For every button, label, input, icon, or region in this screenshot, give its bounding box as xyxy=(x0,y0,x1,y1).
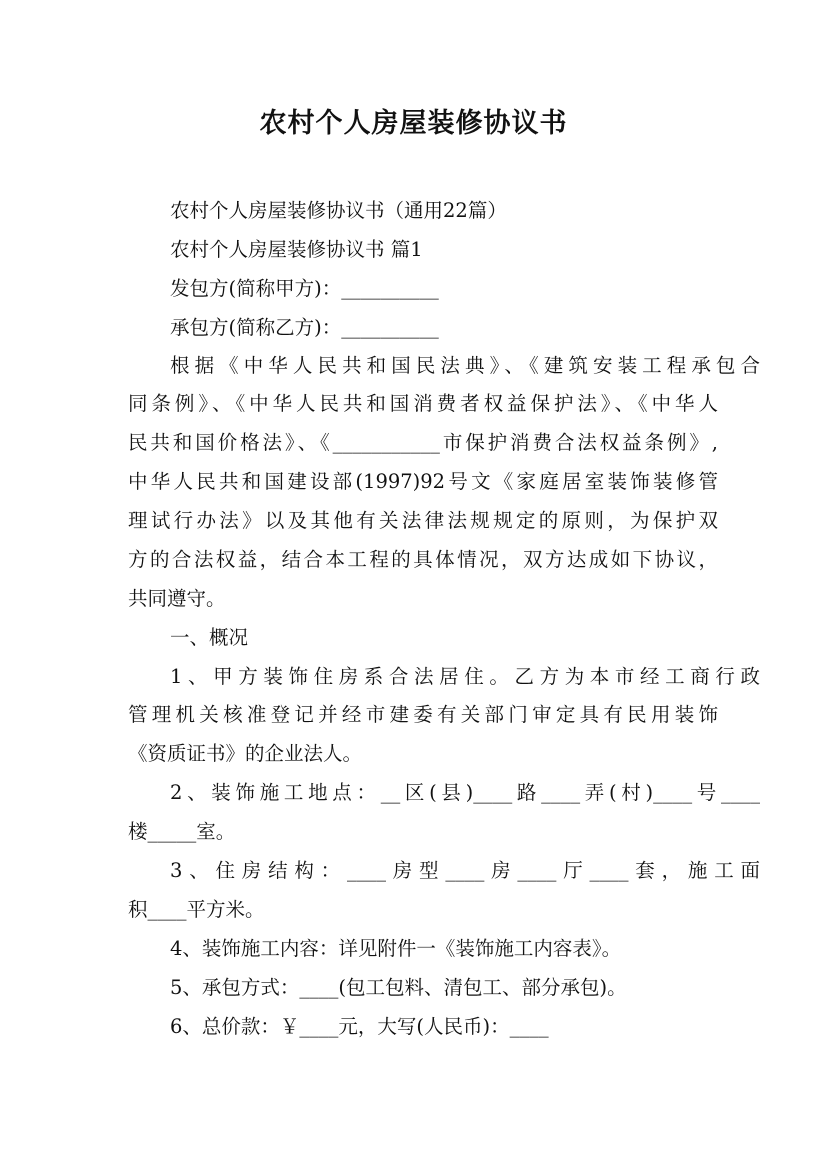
paragraph-line: 根据《中华人民共和国民法典》、《建筑安装工程承包合 xyxy=(170,354,760,377)
section-heading: 一、概况 xyxy=(170,626,249,649)
clause-line: 1、甲方装饰住房系合法居住。乙方为本市经工商行政 xyxy=(170,665,760,688)
clause-line: 3、住房结构：____房型____房____厅____套，施工面 xyxy=(170,859,760,882)
clause-line: 楼_____室。 xyxy=(128,820,236,843)
subtitle-line: 农村个人房屋装修协议书（通用22篇） xyxy=(170,199,507,222)
clause-line: 6、总价款：￥____元，大写(人民币)：____ xyxy=(170,1015,549,1038)
clause-line: 积____平方米。 xyxy=(128,898,265,921)
paragraph-line: 方的合法权益，结合本工程的具体情况，双方达成如下协议， xyxy=(128,548,718,571)
clause-line: 管理机关核准登记并经市建委有关部门审定具有民用装饰 xyxy=(128,703,718,726)
paragraph-line: 同条例》、《中华人民共和国消费者权益保护法》、《中华人 xyxy=(128,392,718,415)
clause-line: 2、装饰施工地点：__区(县)____路____弄(村)____号____ xyxy=(170,781,760,804)
clause-line: 5、承包方式：____(包工包料、清包工、部分承包)。 xyxy=(170,976,627,999)
section-heading: 农村个人房屋装修协议书 篇1 xyxy=(170,238,423,261)
paragraph-line: 理试行办法》以及其他有关法律法规规定的原则，为保护双 xyxy=(128,509,718,532)
paragraph-line: 民共和国价格法》、《___________市保护消费合法权益条例》, xyxy=(128,431,718,454)
paragraph-line: 中华人民共和国建设部(1997)92号文《家庭居室装饰装修管 xyxy=(128,470,718,493)
document-title: 农村个人房屋装修协议书 xyxy=(259,108,568,139)
paragraph-line: 共同遵守。 xyxy=(128,587,226,610)
party-b-line: 承包方(简称乙方)：__________ xyxy=(170,316,439,339)
clause-line: 4、装饰施工内容：详见附件一《装饰施工内容表》。 xyxy=(170,937,622,960)
party-a-line: 发包方(简称甲方)：__________ xyxy=(170,277,439,300)
clause-line: 《资质证书》的企业法人。 xyxy=(128,742,363,765)
